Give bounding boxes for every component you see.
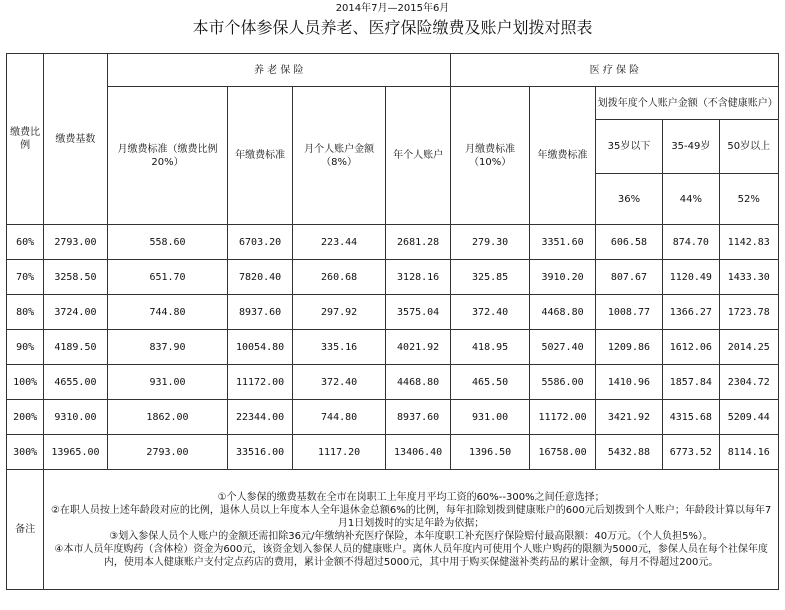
remark-row: [7, 470, 779, 590]
cell-pension-acct-yearly: 3128.16: [386, 260, 450, 295]
cell-pension-yearly: 10054.80: [228, 330, 292, 365]
header-row-1: [7, 54, 779, 87]
cell-base: 3724.00: [44, 295, 107, 330]
cell-transfer-35-49: 4315.68: [663, 400, 719, 435]
cell-transfer-under35: 606.58: [595, 225, 662, 260]
header-pension-acct-monthly: 月个人账户金额（8%）: [292, 87, 386, 225]
table-row: [7, 365, 779, 400]
cell-medical-yearly: 3351.60: [530, 225, 595, 260]
cell-medical-monthly: 418.95: [450, 330, 530, 365]
header-row-2: [7, 87, 779, 120]
cell-medical-monthly: 279.30: [450, 225, 530, 260]
header-age-over50: 50岁以上: [719, 120, 778, 174]
cell-transfer-under35: 5432.88: [595, 435, 662, 470]
header-pct-over50: 52%: [719, 174, 778, 225]
cell-ratio: 200%: [7, 400, 44, 435]
header-ratio: 缴费比例: [7, 54, 44, 225]
remark-item: ①个人参保的缴费基数在全市在岗职工上年度月平均工资的60%--300%之间任意选择；: [217, 491, 605, 503]
cell-pension-acct-monthly: 335.16: [292, 330, 386, 365]
table-period: 2014年7月—2015年6月: [335, 3, 450, 14]
header-pension-yearly: 年缴费标准: [228, 87, 292, 225]
header-pension-monthly: 月缴费标准（缴费比例20%）: [107, 87, 228, 225]
cell-pension-yearly: 7820.40: [228, 260, 292, 295]
cell-pension-acct-monthly: 372.40: [292, 365, 386, 400]
header-transfer: 划拨年度个人账户金额（不含健康账户）: [595, 87, 778, 120]
cell-transfer-35-49: 1120.49: [663, 260, 719, 295]
cell-transfer-under35: 3421.92: [595, 400, 662, 435]
cell-transfer-35-49: 1857.84: [663, 365, 719, 400]
cell-pension-acct-monthly: 297.92: [292, 295, 386, 330]
table-row: [7, 260, 779, 295]
cell-pension-yearly: 33516.00: [228, 435, 292, 470]
cell-pension-yearly: 11172.00: [228, 365, 292, 400]
header-pension-acct-yearly: 年个人账户: [386, 87, 450, 225]
remark-item: ④本市人员年度购药（含体检）资金为600元，该资金划入参保人员的健康账户。离休人员年度内可使用个人账户购药的限额为5000元，参保人员在每个社保年度内，使用本人健康账户支付定点药店的费用，累计金额不得超过5000元，其中用于购买保健滋补类药品的累计金额，每月不得超过200元。: [54, 543, 768, 568]
cell-base: 13965.00: [44, 435, 107, 470]
cell-pension-acct-yearly: 3575.04: [386, 295, 450, 330]
header-base: 缴费基数: [44, 54, 107, 225]
header-pct-35-49: 44%: [663, 174, 719, 225]
table-row: [7, 435, 779, 470]
cell-pension-acct-monthly: 744.80: [292, 400, 386, 435]
remark-item: ③划入参保人员个人账户的金额还需扣除36元/年缴纳补充医疗保险，本年度职工补充医疗保险赔付最高限额：40万元。（个人负担5%）。: [109, 530, 713, 542]
cell-pension-acct-monthly: 260.68: [292, 260, 386, 295]
table-row: [7, 400, 779, 435]
cell-transfer-35-49: 874.70: [663, 225, 719, 260]
cell-transfer-over50: 1142.83: [719, 225, 778, 260]
cell-transfer-under35: 807.67: [595, 260, 662, 295]
cell-transfer-over50: 5209.44: [719, 400, 778, 435]
cell-pension-monthly: 1862.00: [107, 400, 228, 435]
cell-base: 2793.00: [44, 225, 107, 260]
cell-ratio: 60%: [7, 225, 44, 260]
table-row: [7, 330, 779, 365]
cell-pension-monthly: 931.00: [107, 365, 228, 400]
cell-transfer-over50: 2304.72: [719, 365, 778, 400]
cell-base: 3258.50: [44, 260, 107, 295]
cell-transfer-under35: 1008.77: [595, 295, 662, 330]
cell-medical-monthly: 465.50: [450, 365, 530, 400]
remarks: [44, 470, 779, 590]
cell-transfer-under35: 1209.86: [595, 330, 662, 365]
header-pct-under35: 36%: [595, 174, 662, 225]
cell-pension-acct-yearly: 4021.92: [386, 330, 450, 365]
cell-pension-monthly: 837.90: [107, 330, 228, 365]
cell-pension-acct-monthly: 1117.20: [292, 435, 386, 470]
cell-ratio: 90%: [7, 330, 44, 365]
cell-pension-yearly: 22344.00: [228, 400, 292, 435]
cell-pension-monthly: 744.80: [107, 295, 228, 330]
cell-transfer-under35: 1410.96: [595, 365, 662, 400]
cell-pension-yearly: 6703.20: [228, 225, 292, 260]
header-medical-group: 医 疗 保 险: [450, 54, 778, 87]
cell-transfer-35-49: 1612.06: [663, 330, 719, 365]
header-medical-monthly: 月缴费标准（10%）: [450, 87, 530, 225]
remark-label: 备注: [7, 470, 44, 590]
cell-ratio: 70%: [7, 260, 44, 295]
cell-transfer-over50: 2014.25: [719, 330, 778, 365]
cell-base: 9310.00: [44, 400, 107, 435]
cell-transfer-over50: 1723.78: [719, 295, 778, 330]
cell-ratio: 100%: [7, 365, 44, 400]
table-row: [7, 295, 779, 330]
header-age-35-49: 35-49岁: [663, 120, 719, 174]
cell-medical-yearly: 11172.00: [530, 400, 595, 435]
cell-medical-monthly: 372.40: [450, 295, 530, 330]
cell-medical-yearly: 5027.40: [530, 330, 595, 365]
cell-pension-yearly: 8937.60: [228, 295, 292, 330]
table-title: 本市个体参保人员养老、医疗保险缴费及账户划拨对照表: [192, 18, 593, 37]
cell-medical-yearly: 5586.00: [530, 365, 595, 400]
cell-medical-monthly: 325.85: [450, 260, 530, 295]
cell-transfer-over50: 1433.30: [719, 260, 778, 295]
cell-transfer-35-49: 1366.27: [663, 295, 719, 330]
header-age-under35: 35岁以下: [595, 120, 662, 174]
cell-medical-yearly: 4468.80: [530, 295, 595, 330]
cell-transfer-35-49: 6773.52: [663, 435, 719, 470]
table-row: [7, 225, 779, 260]
cell-medical-monthly: 1396.50: [450, 435, 530, 470]
cell-pension-monthly: 2793.00: [107, 435, 228, 470]
cell-pension-acct-yearly: 2681.28: [386, 225, 450, 260]
cell-medical-yearly: 3910.20: [530, 260, 595, 295]
cell-pension-monthly: 651.70: [107, 260, 228, 295]
cell-pension-acct-yearly: 8937.60: [386, 400, 450, 435]
cell-pension-acct-yearly: 13406.40: [386, 435, 450, 470]
header-pension-group: 养 老 保 险: [107, 54, 450, 87]
cell-pension-monthly: 558.60: [107, 225, 228, 260]
cell-medical-monthly: 931.00: [450, 400, 530, 435]
cell-pension-acct-yearly: 4468.80: [386, 365, 450, 400]
cell-transfer-over50: 8114.16: [719, 435, 778, 470]
cell-pension-acct-monthly: 223.44: [292, 225, 386, 260]
cell-ratio: 300%: [7, 435, 44, 470]
cell-base: 4189.50: [44, 330, 107, 365]
header-medical-yearly: 年缴费标准: [530, 87, 595, 225]
contribution-table: [6, 53, 779, 590]
cell-ratio: 80%: [7, 295, 44, 330]
remark-item: ②在职人员按上述年龄段对应的比例，退休人员以上年度本人全年退休金总额6%的比例，每年扣除划拨到健康账户的600元后划拨到个人账户；年龄段计算以每年7月1日划拨时的实足年龄为依据；: [50, 504, 772, 529]
cell-medical-yearly: 16758.00: [530, 435, 595, 470]
cell-base: 4655.00: [44, 365, 107, 400]
